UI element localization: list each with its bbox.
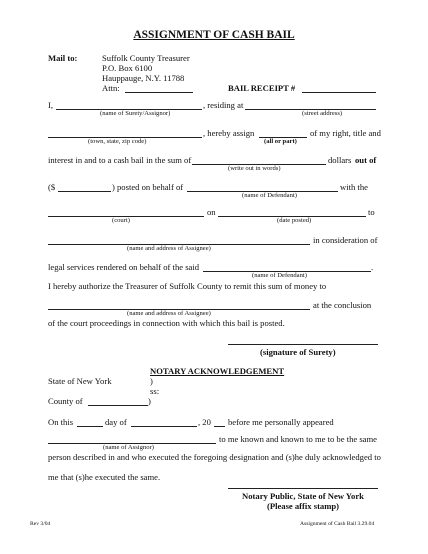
caption-assignee: (name and address of Assignee) [127,245,211,252]
on-label: on [207,207,216,217]
assign-label: , hereby assign [203,128,255,138]
amount-open: ($ [48,182,56,192]
out-of-label: out of [355,155,377,165]
bail-receipt-label: BAIL RECEIPT # [228,83,296,93]
notary-signature-field[interactable] [228,488,378,489]
caption-words: (write out in words) [228,165,281,172]
with-the-label: with the [340,182,368,192]
caption-town: (town, state, zip code) [88,138,147,145]
form-name-label: Assignment of Cash Bail 3.29.04 [300,521,375,527]
appeared-label: before me personally appeared [228,417,334,427]
attn-label: Attn: [102,83,120,93]
year-prefix: , 20 [198,417,211,427]
conclusion-label: at the conclusion [313,300,372,310]
executed-text: me that (s)he executed the same. [48,472,161,482]
paren-close-2: ) [148,396,151,406]
dollars-label: dollars [328,155,352,165]
year-field[interactable] [214,426,225,427]
period: . [371,262,374,272]
to-label: to [368,207,375,217]
legal-services-label: legal services rendered on behalf of the said [48,262,200,272]
county-field[interactable] [88,405,148,406]
proceedings-text: of the court proceedings in connection with which this bail is posted. [48,318,285,328]
attn-field[interactable] [125,92,193,93]
mail-to-line: Suffolk County Treasurer [102,53,190,63]
ss-label: ss: [150,386,160,396]
caption-surety: (name of Surety/Assignor) [100,110,171,117]
mail-to-line: P.O. Box 6100 [102,63,153,73]
state-label: State of New York [48,376,112,386]
revision-label: Rev 3/04 [30,521,51,527]
surety-signature-field[interactable] [228,344,378,345]
notary-heading: NOTARY ACKNOWLEDGEMENT [150,366,285,376]
posted-label: ) posted on behalf of [112,182,184,192]
paren-close: ) [150,376,153,386]
surety-signature-label: (signature of Surety) [260,347,336,357]
county-label: County of [48,396,83,406]
caption-all-or-part: (all or part) [264,138,297,145]
caption-defendant-2: (name of Defendant) [252,272,307,279]
affix-stamp-label: (Please affix stamp) [266,501,340,511]
caption-court: (court) [112,217,130,224]
bail-receipt-field[interactable] [302,92,376,93]
line-prefix: I, [48,100,54,110]
month-field[interactable] [131,426,197,427]
notary-public-label: Notary Public, State of New York [242,491,364,501]
mail-to-label: Mail to: [48,53,78,63]
right-title-label: of my right, title and [310,128,381,138]
bail-sum-label: interest in and to a cash bail in the sum of [48,155,192,165]
known-label: to me known and known to me to be the same [219,434,377,444]
caption-street: (street address) [302,110,343,117]
authorize-text: I hereby authorize the Treasurer of Suffolk County to remit this sum of money to [48,281,327,291]
residing-label: , residing at [203,100,244,110]
mail-to-line: Hauppauge, N.Y. 11788 [102,73,185,83]
on-this-label: On this [48,417,74,427]
described-text: person described in and who executed the foregoing designation and (s)he duly acknowledged to [48,452,381,462]
amount-field[interactable] [58,191,111,192]
caption-defendant: (name of Defendant) [242,192,297,199]
day-field[interactable] [77,426,103,427]
caption-assignor: (name of Assignor) [103,444,154,451]
consideration-label: in consideration of [313,235,378,245]
day-of-label: day of [105,417,127,427]
caption-assignee-2: (name and address of Assignee) [127,310,211,317]
caption-date: (date posted) [277,217,312,224]
page-title: ASSIGNMENT OF CASH BAIL [133,29,295,41]
